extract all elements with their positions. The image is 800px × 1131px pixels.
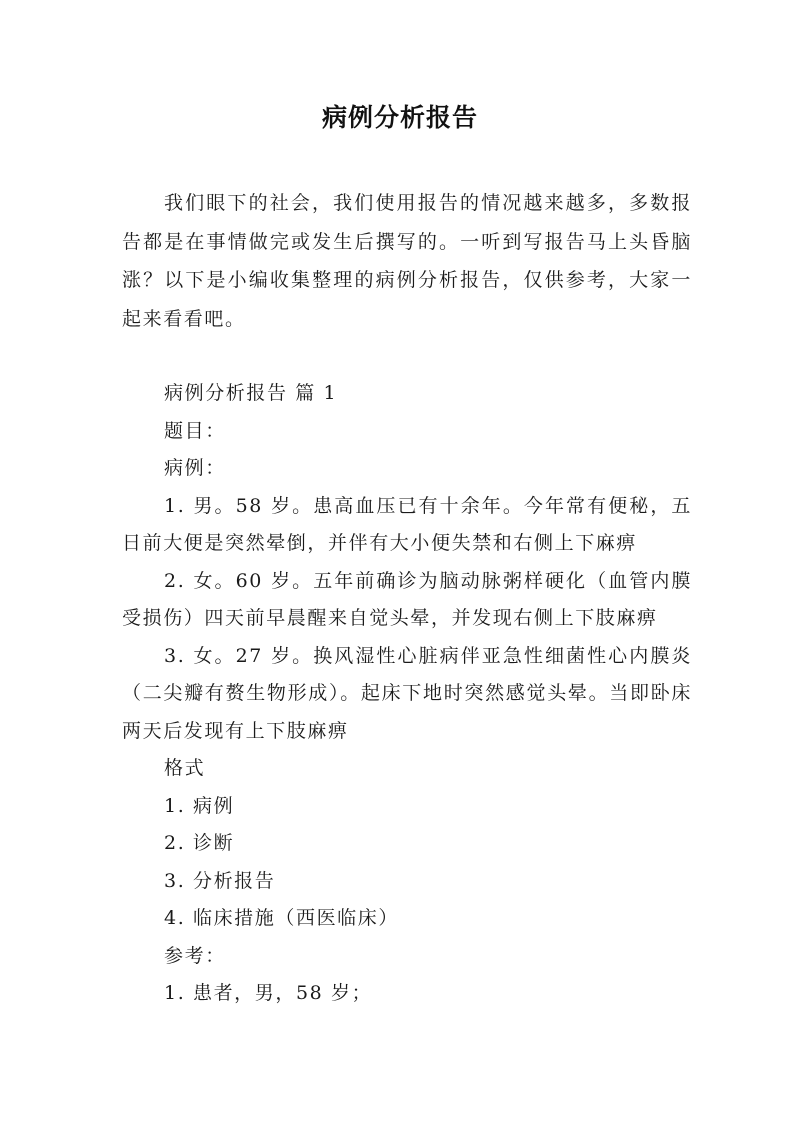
reference-item: 1. 患者，男，58 岁； [164, 982, 373, 1004]
case-item: 3. 女。27 岁。换风湿性心脏病伴亚急性细菌性心内膜炎（二尖瓣有赘生物形成）。起床下地时突然感觉头晕。当即卧床两天后发现有上下肢麻痹 [122, 644, 692, 742]
format-label: 格式 [164, 757, 206, 779]
case-item: 2. 女。60 岁。五年前确诊为脑动脉粥样硬化（血管内膜受损伤）四天前早晨醒来自觉头晕，并发现右侧上下肢麻痹 [122, 569, 692, 629]
case-item: 1. 男。58 岁。患高血压已有十余年。今年常有便秘，五日前大便是突然晕倒，并伴有大小便失禁和右侧上下麻痹 [122, 494, 692, 554]
section-heading: 病例分析报告 篇 1 [164, 382, 338, 404]
case-label: 病例： [164, 457, 226, 479]
format-item: 2. 诊断 [164, 832, 235, 854]
format-item: 3. 分析报告 [164, 869, 276, 892]
document-body [122, 375, 692, 1013]
topic-label: 题目： [164, 419, 226, 442]
document-title: 病例分析报告 [321, 103, 478, 132]
format-item: 1. 病例 [164, 794, 235, 817]
reference-label: 参考： [164, 944, 226, 967]
format-item: 4. 临床措施（西医临床） [164, 907, 399, 929]
intro-paragraph: 我们眼下的社会，我们使用报告的情况越来越多，多数报告都是在事情做完或发生后撰写的。一听到写报告马上头昏脑涨？以下是小编收集整理的病例分析报告，仅供参考，大家一起来看看吧。 [122, 192, 692, 330]
